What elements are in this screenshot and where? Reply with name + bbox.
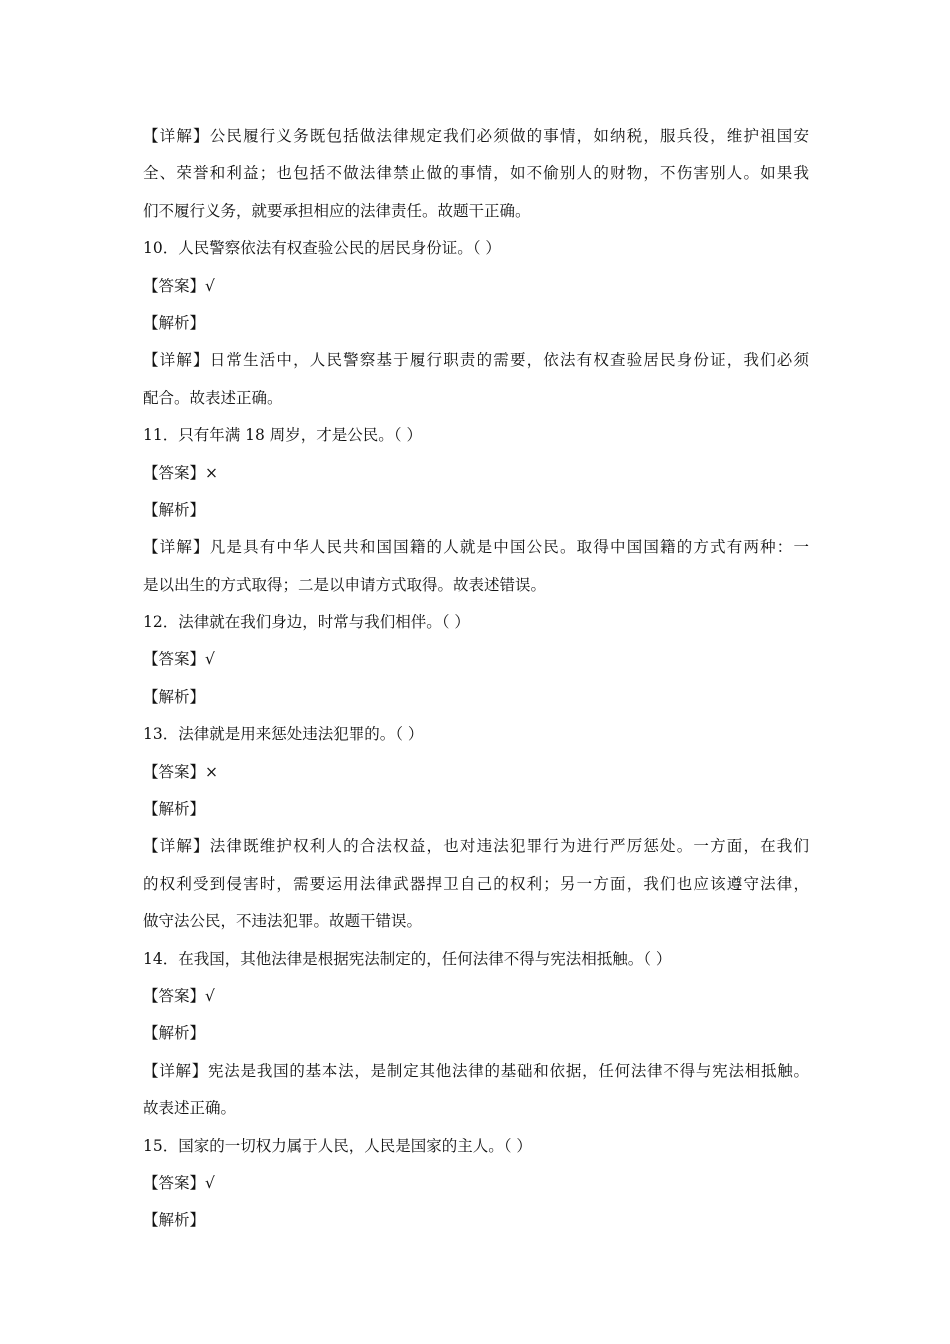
explanation-line: 配合。故表述正确。: [143, 388, 283, 407]
question-15: 15．国家的一切权力属于人民，人民是国家的主人。（ ）: [143, 1136, 532, 1155]
answer-line: 【答案】√: [143, 276, 215, 295]
question-12: 12．法律就在我们身边，时常与我们相伴。（ ）: [143, 613, 470, 632]
answer-line: 【答案】√: [143, 986, 215, 1005]
question-10: 10．人民警察依法有权查验公民的居民身份证。（ ）: [143, 239, 501, 258]
answer-line: 【答案】×: [143, 463, 218, 482]
explanation-line: 【详解】日常生活中，人民警察基于履行职责的需要，依法有权查验居民身份证，我们必须: [143, 351, 809, 370]
analysis-heading: 【解析】: [143, 1024, 206, 1043]
explanation-line: 全、荣誉和利益；也包括不做法律禁止做的事情，如不偷别人的财物，不伤害别人。如果我: [143, 164, 809, 183]
explanation-line: 做守法公民，不违法犯罪。故题干错误。: [143, 912, 423, 931]
question-11: 11．只有年满 18 周岁，才是公民。（ ）: [143, 426, 422, 445]
question-14: 14．在我国，其他法律是根据宪法制定的，任何法律不得与宪法相抵触。（ ）: [143, 949, 672, 968]
analysis-heading: 【解析】: [143, 313, 206, 332]
explanation-line: 们不履行义务，就要承担相应的法律责任。故题干正确。: [143, 201, 531, 220]
analysis-heading: 【解析】: [143, 800, 206, 819]
analysis-heading: 【解析】: [143, 687, 206, 706]
explanation-line: 【详解】法律既维护权利人的合法权益，也对违法犯罪行为进行严厉惩处。一方面，在我们: [143, 837, 809, 856]
explanation-line: 【详解】凡是具有中华人民共和国国籍的人就是中国公民。取得中国国籍的方式有两种：一: [143, 538, 809, 557]
explanation-line: 【详解】公民履行义务既包括做法律规定我们必须做的事情，如纳税，服兵役，维护祖国安: [143, 127, 809, 145]
answer-line: 【答案】√: [143, 650, 215, 669]
question-13: 13．法律就是用来惩处违法犯罪的。（ ）: [143, 725, 424, 744]
document-body: [143, 118, 809, 1240]
explanation-line: 【详解】宪法是我国的基本法，是制定其他法律的基础和依据，任何法律不得与宪法相抵触。: [143, 1061, 809, 1080]
analysis-heading: 【解析】: [143, 500, 206, 519]
explanation-line: 的权利受到侵害时，需要运用法律武器捍卫自己的权利；另一方面，我们也应该遵守法律，: [143, 874, 809, 893]
explanation-line: 故表述正确。: [143, 1099, 237, 1118]
analysis-heading: 【解析】: [143, 1211, 206, 1230]
explanation-line: 是以出生的方式取得；二是以申请方式取得。故表述错误。: [143, 575, 547, 594]
answer-line: 【答案】√: [143, 1173, 215, 1192]
answer-line: 【答案】×: [143, 762, 218, 781]
